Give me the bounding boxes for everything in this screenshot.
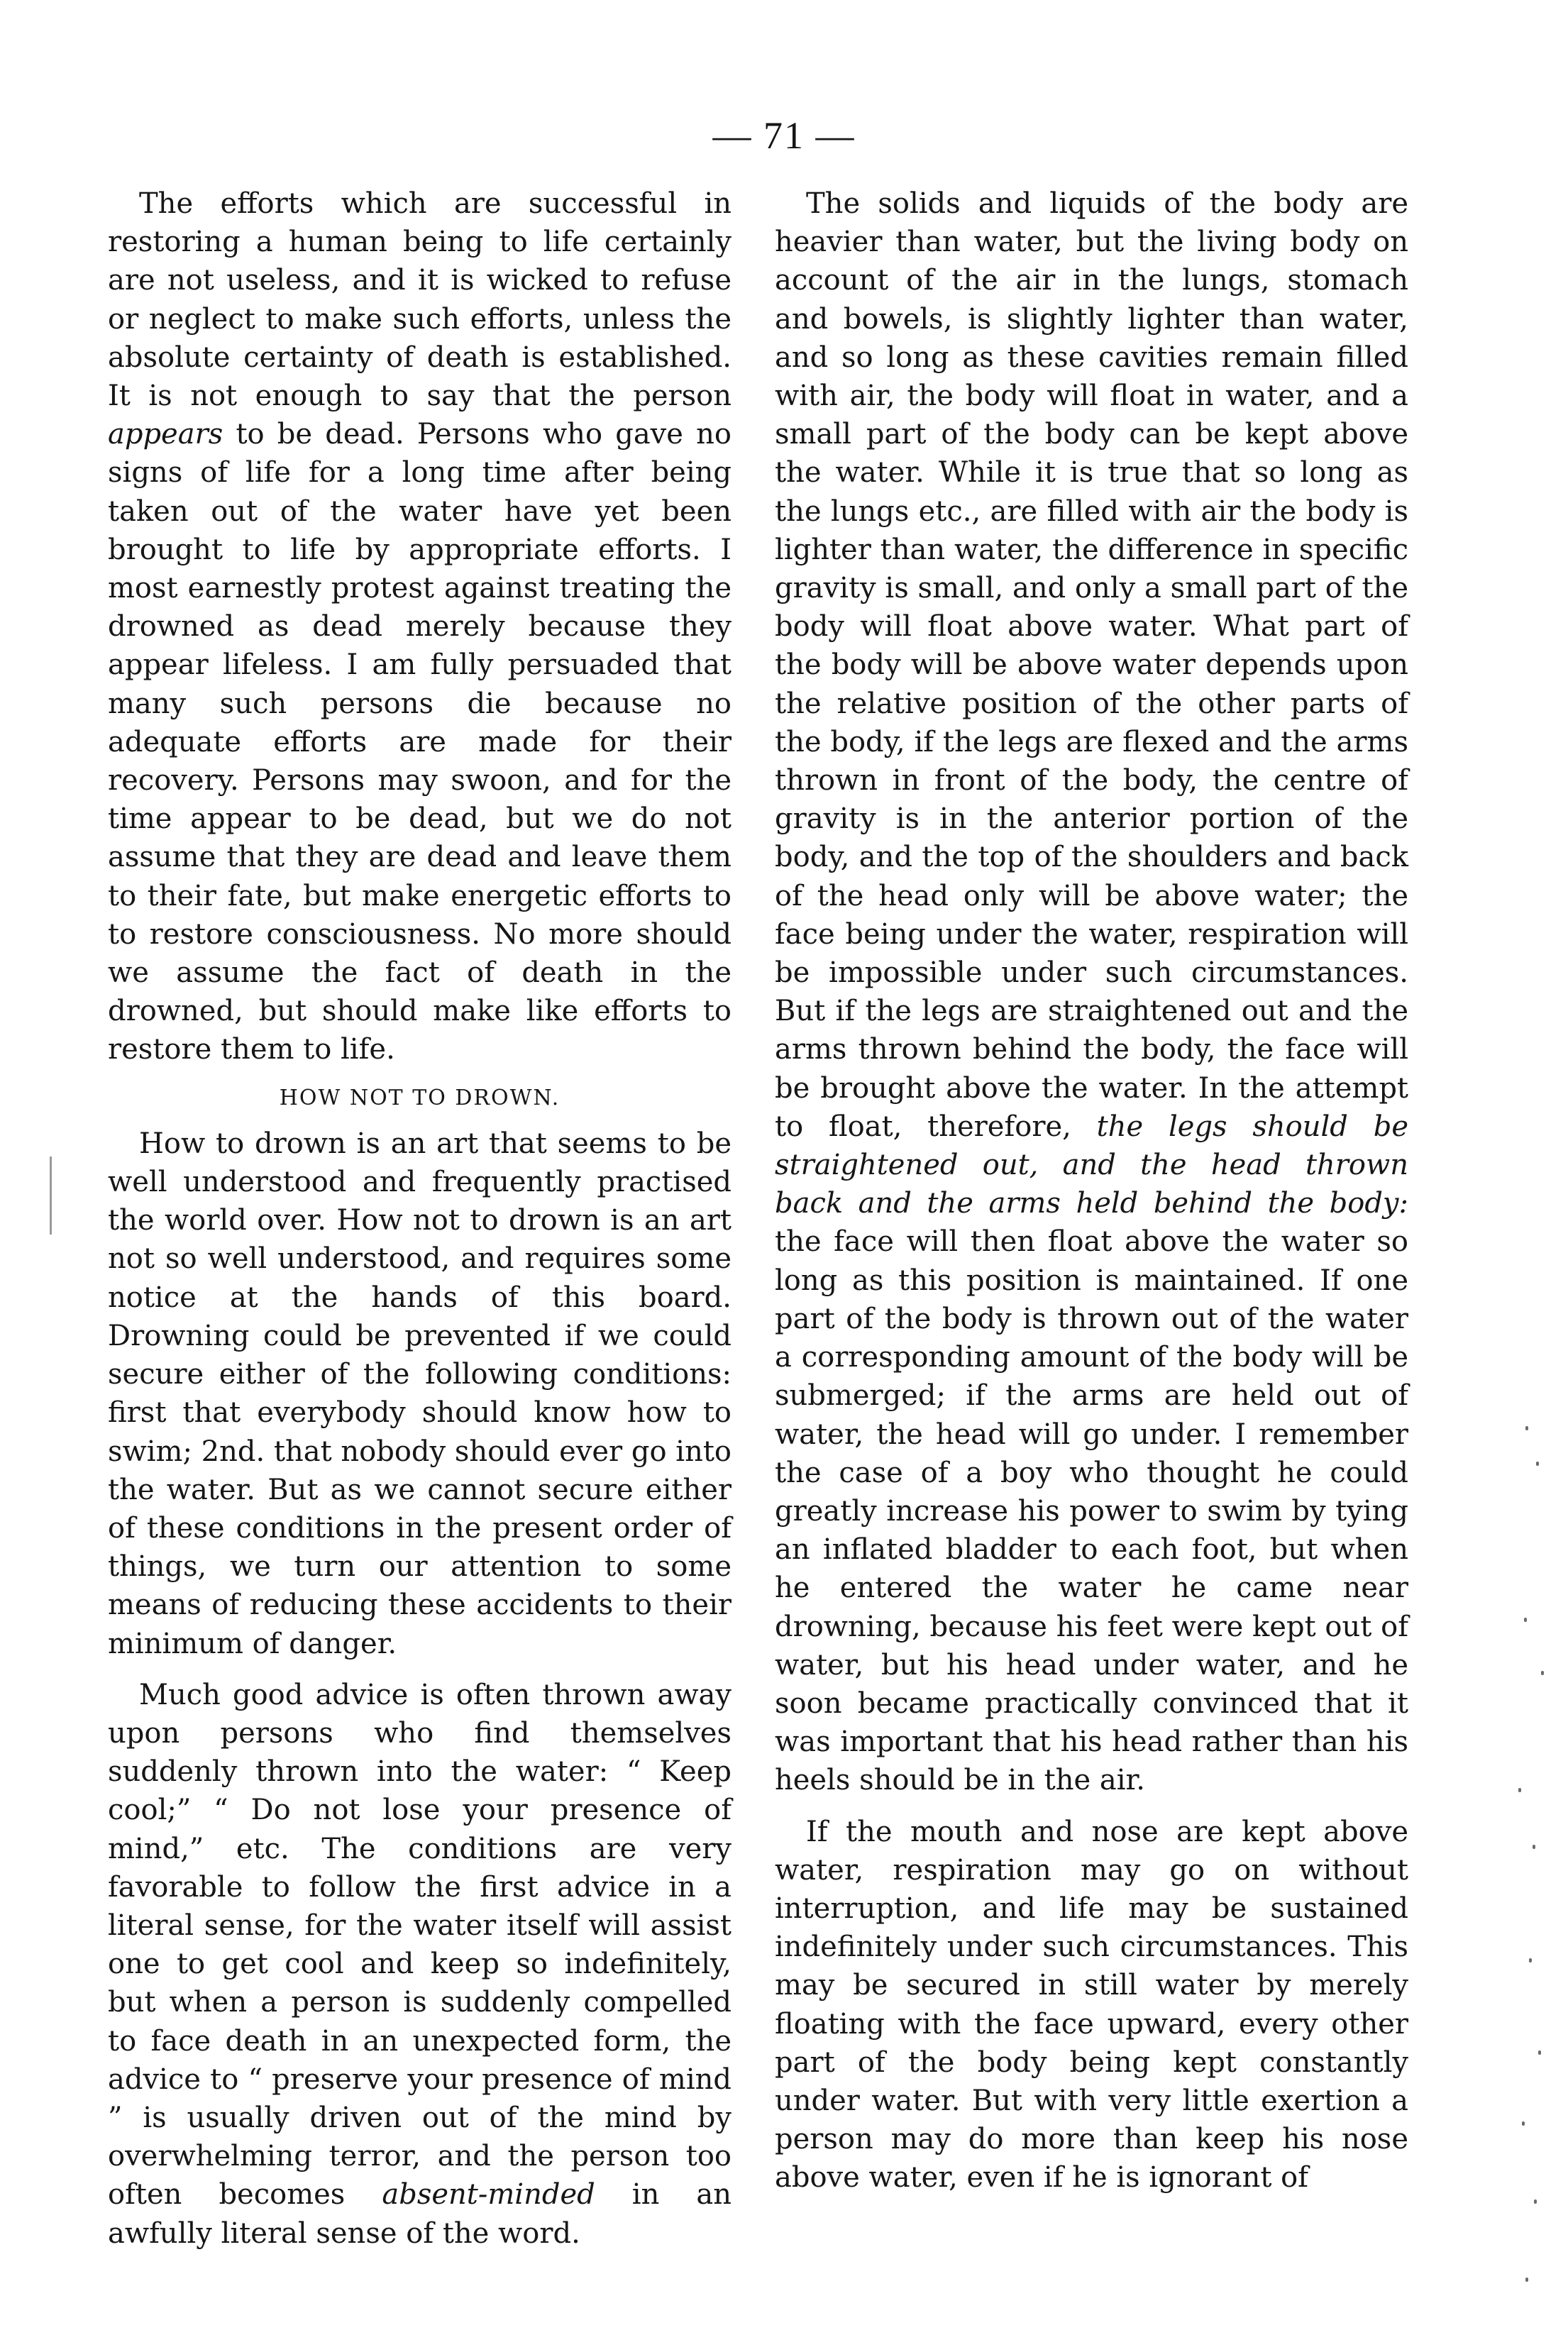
right-p1-emphasis: the legs should be straightened out, and the head thrown back and the arms held behind the body: — [775, 1110, 1408, 1220]
ink-speck — [1538, 2050, 1541, 2055]
margin-specks — [1497, 1348, 1568, 2327]
ink-speck — [1525, 2278, 1528, 2282]
left-p1-text-b: to be dead. Persons who gave no signs of life for a long time after being taken out of the water have yet been brought to life by appropriate efforts. I most earnestly protest against treating the drowned as dead merely because they appear lifeless. I am fully persuaded that many such persons die because no adequate efforts are made for their recovery. Persons may swoon, and for the time appear to be dead, but we do not assume that they are dead and leave them to their fate, but make energetic efforts to to restore consciousness. No more should we assume the fact of death in the drowned, but should make like efforts to restore them to life. — [108, 418, 731, 1066]
left-paragraph-2: How to drown is an art that seems to be well understood and frequently practised the world over. How not to drown is an art not so well understood, and requires some notice at the hands of this board. Drowning could be prevented if we could secure either of the following conditions: first that everybody should know how to swim; 2nd. that nobody should ever go into the water. But as we cannot secure either of these conditions in the present order of things, we turn our attention to some means of reducing these accidents to their minimum of danger. — [108, 1127, 731, 1660]
left-paragraph-1 — [108, 184, 731, 1069]
right-paragraph-1 — [775, 184, 1408, 1800]
ink-speck — [1541, 1671, 1544, 1675]
left-paragraph-3 — [108, 1676, 731, 2253]
page-number: — 71 — — [712, 114, 856, 157]
section-heading: HOW NOT TO DROWN. — [279, 1085, 561, 1110]
left-p3-text-b: in an awfully literal sense of the word. — [108, 2178, 731, 2250]
right-paragraph-2: If the mouth and nose are kept above water, respiration may go on without interruption, and life may be sustained indefinitely under such circumstances. This may be secured in still water by merely floating with the face upward, every other part of the body being kept constantly under water. But with very little exertion a person may do more than keep his nose above water, even if he is ignorant of — [775, 1815, 1408, 2195]
ink-speck — [1518, 1788, 1521, 1792]
right-column — [775, 184, 1408, 2197]
left-p1-emphasis: appears — [108, 418, 223, 451]
ink-speck — [1529, 1958, 1532, 1963]
left-p1-text-a: The efforts which are successful in restoring a human being to life certainly are not useless, and it is wicked to refuse or neglect to make such efforts, unless the absolute certainty of death is established. It is not enough to say that the person — [108, 187, 731, 413]
ink-speck — [1536, 1462, 1539, 1466]
margin-mark — [50, 1157, 52, 1235]
ink-speck — [1534, 2199, 1537, 2204]
right-p1-text-a: The solids and liquids of the body are heavier than water, but the living body on account of the air in the lungs, stomach and bowels, is slightly lighter than water, and so long as these cavities remain filled with air, the body will float in water, and a small part of the body can be kept above the water. While it is true that so long as the lungs etc., are filled with air the body is lighter than water, the difference in specific gravity is small, and only a small part of the body will float above water. What part of the body will be above water depends upon the relative position of the other parts of the body, if the legs are flexed and the arms thrown in front of the body, the centre of gravity is in the anterior portion of the body, and the top of the shoulders and back of the head only will be above water; the face being under the water, respiration will be impossible under such circumstances. But if the legs are straightened out and the arms thrown behind the body, the face will be brought above the water. In the attempt to float, therefore, — [775, 187, 1408, 1143]
right-p1-text-b: the face will then float above the water so long as this position is maintained. If one part of the body is thrown out of the water a corresponding amount of the body will be submerged; if the arms are held out of water, the head will go under. I remember the case of a boy who thought he could greatly increase his power to swim by tying an inflated bladder to each foot, but when he entered the water he came near drowning, because his feet were kept out of water, but his head under water, and he soon became practically convinced that it was important that his head rather than his heels should be in the air. — [775, 1225, 1408, 1797]
left-p3-emphasis: absent-minded — [382, 2178, 595, 2212]
ink-speck — [1522, 2121, 1525, 2126]
left-column — [108, 184, 731, 2253]
ink-speck — [1524, 1618, 1527, 1622]
ink-speck — [1525, 1426, 1528, 1430]
ink-speck — [1533, 1845, 1535, 1849]
left-p3-text-a: Much good advice is often thrown away upon persons who find themselves suddenly thrown into the water: “ Keep cool;” “ Do not lose your presence of mind,” etc. The conditions are very favorable to follow the first advice in a literal sense, for the water itself will assist one to get cool and keep so indefinitely, but when a person is suddenly compelled to face death in an unexpected form, the advice to “ preserve your presence of mind ” is usually driven out of the mind by overwhelming terror, and the person too often becomes — [108, 1678, 731, 2212]
